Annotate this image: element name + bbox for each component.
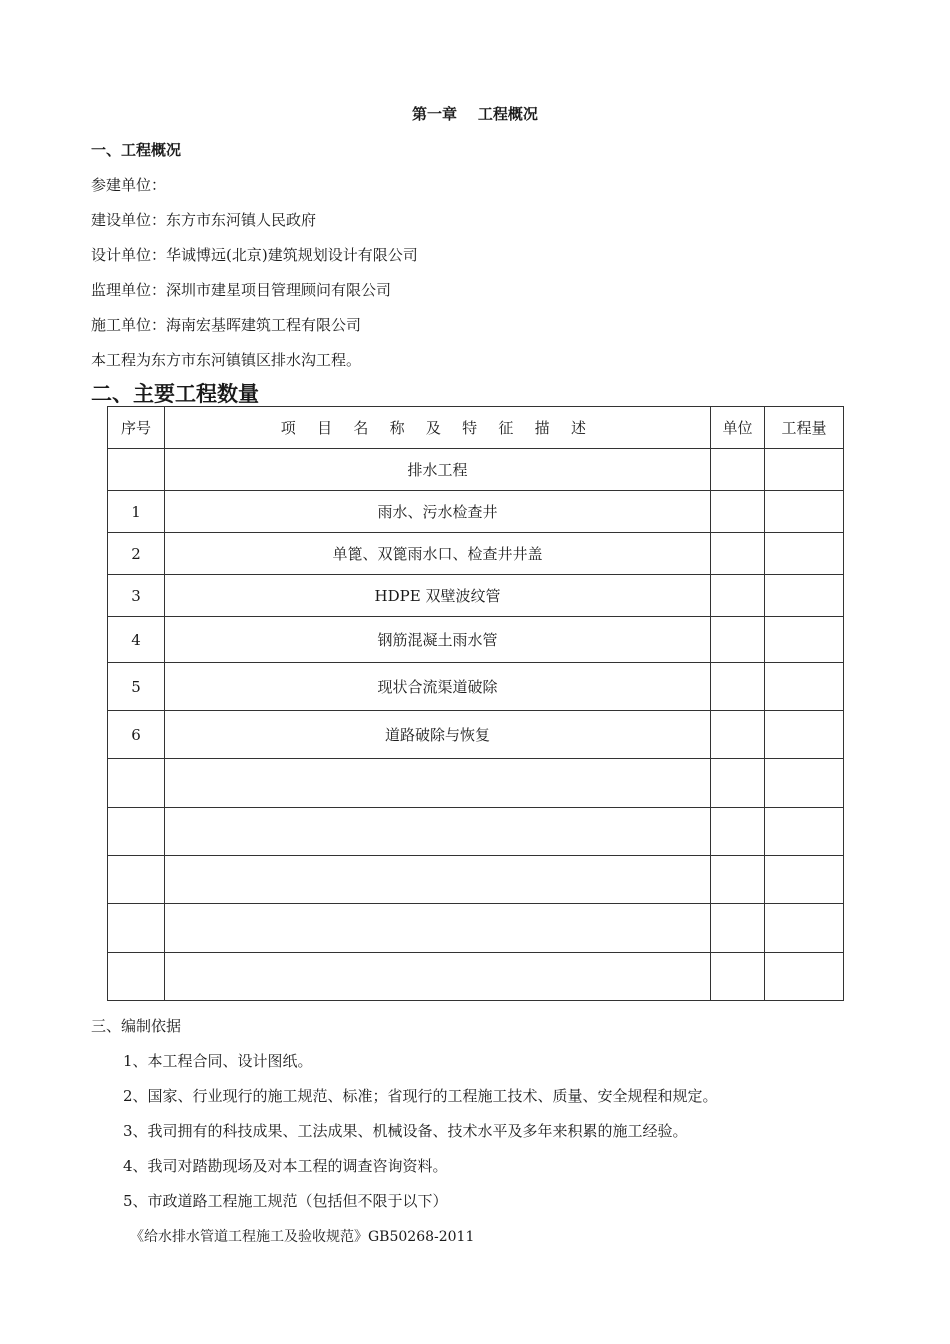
cell-unit (711, 575, 765, 617)
header-unit: 单位 (711, 407, 765, 449)
table-row (108, 759, 844, 808)
cell-desc: 道路破除与恢复 (165, 711, 711, 759)
header-item-desc: 项 目 名 称 及 特 征 描 述 (165, 407, 711, 449)
table-row (108, 663, 844, 711)
cell-desc: HDPE 双壁波纹管 (165, 575, 711, 617)
construction-unit: 施工单位：海南宏基晖建筑工程有限公司 (91, 316, 362, 334)
cell-unit (711, 449, 765, 491)
participants-label: 参建单位： (91, 176, 167, 194)
cell-quantity (765, 491, 844, 533)
cell-desc: 雨水、污水检查井 (165, 491, 711, 533)
table-row (108, 533, 844, 575)
table-row (108, 449, 844, 491)
cell-seq (108, 953, 165, 1001)
quantity-table (107, 406, 844, 1001)
cell-desc: 排水工程 (165, 449, 711, 491)
cell-unit (711, 663, 765, 711)
cell-quantity (765, 663, 844, 711)
cell-seq: 6 (108, 711, 165, 759)
cell-seq (108, 449, 165, 491)
cell-unit (711, 711, 765, 759)
table-row (108, 711, 844, 759)
cell-quantity (765, 904, 844, 953)
basis-item: 4、我司对踏勘现场及对本工程的调查咨询资料。 (123, 1157, 448, 1175)
cell-desc (165, 759, 711, 808)
cell-unit (711, 808, 765, 856)
table-row (108, 575, 844, 617)
header-seq: 序号 (108, 407, 165, 449)
basis-item: 2、国家、行业现行的施工规范、标准；省现行的工程施工技术、质量、安全规程和规定。 (123, 1087, 718, 1105)
cell-quantity (765, 449, 844, 491)
cell-unit (711, 904, 765, 953)
table-row (108, 491, 844, 533)
cell-seq (108, 904, 165, 953)
cell-quantity (765, 533, 844, 575)
cell-unit (711, 617, 765, 663)
table-row (108, 953, 844, 1001)
table-row (108, 808, 844, 856)
cell-quantity (765, 617, 844, 663)
cell-seq: 5 (108, 663, 165, 711)
cell-quantity (765, 953, 844, 1001)
cell-unit (711, 533, 765, 575)
section2-heading: 二、主要工程数量 (91, 382, 259, 406)
cell-quantity (765, 711, 844, 759)
cell-seq: 1 (108, 491, 165, 533)
cell-quantity (765, 808, 844, 856)
supervision-unit: 监理单位：深圳市建星项目管理顾问有限公司 (91, 281, 392, 299)
cell-unit (711, 856, 765, 904)
cell-quantity (765, 575, 844, 617)
cell-unit (711, 491, 765, 533)
header-quantity: 工程量 (765, 407, 844, 449)
cell-unit (711, 953, 765, 1001)
cell-desc (165, 953, 711, 1001)
section3-heading: 三、编制依据 (91, 1017, 182, 1035)
basis-item: 5、市政道路工程施工规范（包括但不限于以下） (123, 1192, 448, 1210)
cell-seq: 4 (108, 617, 165, 663)
basis-item: 1、本工程合同、设计图纸。 (123, 1052, 313, 1070)
table-row (108, 904, 844, 953)
cell-desc: 现状合流渠道破除 (165, 663, 711, 711)
cell-desc (165, 856, 711, 904)
project-description: 本工程为东方市东河镇镇区排水沟工程。 (91, 351, 362, 369)
design-unit: 设计单位：华诚博远(北京)建筑规划设计有限公司 (91, 246, 418, 264)
cell-seq: 3 (108, 575, 165, 617)
cell-desc (165, 808, 711, 856)
cell-unit (711, 759, 765, 808)
owner-unit: 建设单位：东方市东河镇人民政府 (91, 211, 317, 229)
basis-item: 3、我司拥有的科技成果、工法成果、机械设备、技术水平及多年来积累的施工经验。 (123, 1122, 688, 1140)
section1-heading: 一、工程概况 (91, 141, 182, 159)
cell-seq (108, 808, 165, 856)
cell-seq: 2 (108, 533, 165, 575)
table-row (108, 856, 844, 904)
cell-seq (108, 856, 165, 904)
cell-desc: 单篦、双篦雨水口、检查井井盖 (165, 533, 711, 575)
cell-quantity (765, 759, 844, 808)
cell-quantity (765, 856, 844, 904)
cell-seq (108, 759, 165, 808)
table-row (108, 617, 844, 663)
chapter-title: 第一章 工程概况 (412, 105, 538, 123)
standard-reference: 《给水排水管道工程施工及验收规范》GB50268-2011 (130, 1229, 475, 1245)
table-header-row (108, 407, 844, 449)
cell-desc (165, 904, 711, 953)
cell-desc: 钢筋混凝土雨水管 (165, 617, 711, 663)
